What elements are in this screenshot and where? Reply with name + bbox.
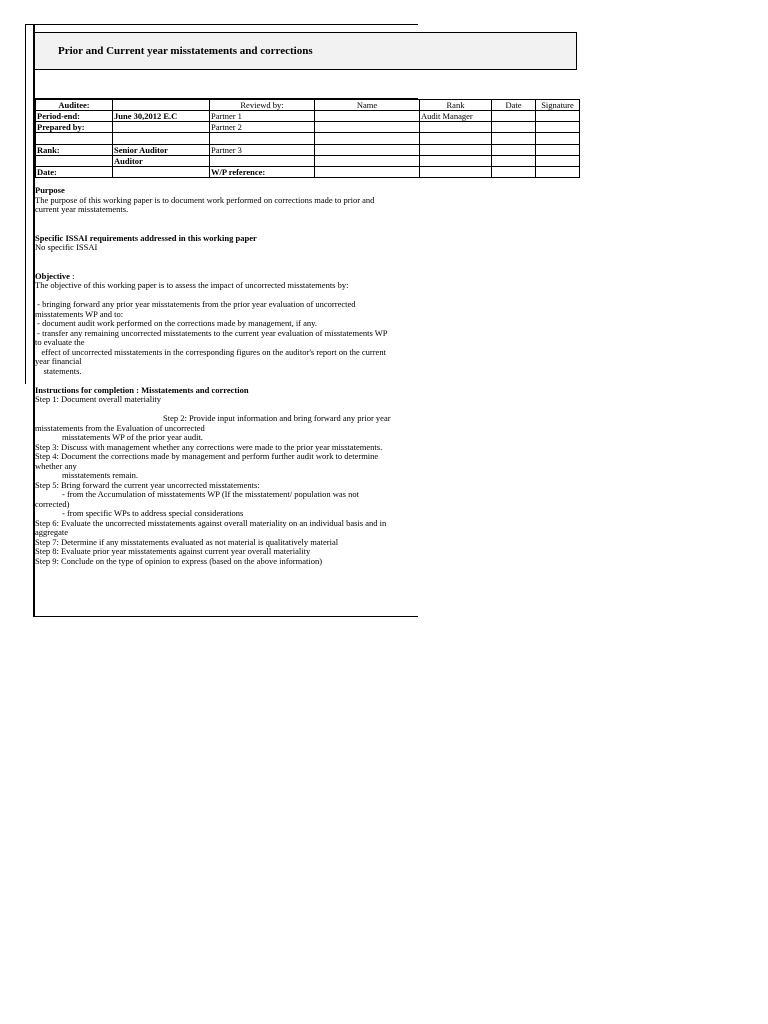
table-row	[36, 111, 580, 122]
reviewer-name-2[interactable]	[315, 122, 420, 133]
prepared-by-cont	[36, 133, 113, 145]
rank-label: Rank:	[36, 145, 113, 156]
objective-heading-suffix: :	[69, 270, 75, 281]
table-row	[36, 133, 580, 145]
date-value[interactable]	[113, 167, 210, 178]
auditee-value[interactable]	[113, 100, 210, 111]
auditee-label: Auditee:	[36, 100, 113, 111]
empty-cell[interactable]	[492, 156, 536, 167]
objective-line: - bringing forward any prior year misstatements from the prior year evaluation of uncorrected	[35, 299, 356, 309]
prepared-by-label: Prepared by:	[36, 122, 113, 133]
instruction-line: corrected)	[35, 498, 70, 509]
reviewer-partner-3: Partner 3	[210, 145, 315, 156]
title-box	[34, 32, 577, 70]
instruction-line: misstatements from the Evaluation of uncorrected	[35, 422, 205, 433]
table-row	[36, 167, 580, 178]
bottom-border	[33, 616, 418, 617]
reviewer-date-3[interactable]	[492, 145, 536, 156]
name-header: Name	[315, 100, 420, 111]
objective-line: statements.	[35, 365, 82, 376]
reviewer-date-2[interactable]	[492, 122, 536, 133]
table-header-row	[36, 100, 580, 111]
table-row	[36, 122, 580, 133]
rank-value-1[interactable]: Senior Auditor	[113, 145, 210, 156]
empty-cell	[210, 133, 315, 145]
empty-cell[interactable]	[536, 156, 580, 167]
reviewer-rank-3[interactable]	[420, 145, 492, 156]
instruction-line: Step 5: Bring forward the current year uncorrected misstatements:	[35, 479, 260, 490]
empty-cell[interactable]	[536, 167, 580, 178]
reviewer-date-1[interactable]	[492, 111, 536, 122]
objective-line: to evaluate the	[35, 337, 85, 347]
instruction-line: misstatements WP of the prior year audit.	[62, 432, 203, 442]
period-end-value[interactable]: June 30,2012 E.C	[113, 111, 210, 122]
instruction-line: Step 8: Evaluate prior year misstatements against current year overall materiality	[35, 546, 311, 556]
instruction-line: Step 6: Evaluate the uncorrected misstatements against overall materiality on an individual basis and in	[35, 517, 387, 528]
instruction-line: Step 7: Determine if any misstatements evaluated as not material is qualitatively material	[35, 536, 339, 547]
empty-cell[interactable]	[420, 133, 492, 145]
instructions-list	[35, 395, 418, 566]
reviewer-signature-2[interactable]	[536, 122, 580, 133]
table-row	[36, 156, 580, 167]
date-header: Date	[492, 100, 536, 111]
objective-line: year financial	[35, 356, 82, 366]
empty-cell	[210, 156, 315, 167]
signature-header: Signature	[536, 100, 580, 111]
header-table	[35, 99, 580, 178]
prepared-by-value[interactable]	[113, 122, 210, 133]
rank-header: Rank	[420, 100, 492, 111]
wp-reference-label: W/P reference:	[210, 167, 315, 178]
reviewer-name-1[interactable]	[315, 111, 420, 122]
empty-cell[interactable]	[315, 156, 420, 167]
instruction-line: Step 4: Document the corrections made by management and perform further audit work to determine	[35, 451, 379, 461]
page-title: Prior and Current year misstatements and corrections	[58, 45, 313, 57]
objective-line: effect of uncorrected misstatements in the corresponding figures on the auditor's report on the current	[35, 346, 386, 357]
instructions-heading: Instructions for completion : Misstatements and correction	[35, 384, 249, 395]
empty-cell[interactable]	[420, 156, 492, 167]
instruction-line: - from specific WPs to address special considerations	[62, 508, 244, 518]
rank-value-2[interactable]: Auditor	[113, 156, 210, 167]
issai-heading: Specific ISSAI requirements addressed in this working paper	[35, 232, 257, 243]
instruction-line: Step 1: Document overall materiality	[35, 394, 162, 404]
purpose-heading: Purpose	[35, 185, 65, 195]
purpose-line: current year misstatements.	[35, 204, 129, 214]
issai-text: No specific ISSAI	[35, 242, 98, 252]
reviewer-signature-1[interactable]	[536, 111, 580, 122]
reviewer-signature-3[interactable]	[536, 145, 580, 156]
objective-line: - document audit work performed on the corrections made by management, if any.	[35, 318, 317, 328]
empty-cell[interactable]	[492, 167, 536, 178]
purpose-line: The purpose of this working paper is to document work performed on corrections made to prior and	[35, 194, 375, 205]
instruction-line: misstatements remain.	[62, 470, 139, 480]
top-border	[25, 24, 418, 25]
empty-cell[interactable]	[536, 133, 580, 145]
left-border-outer	[25, 24, 26, 384]
reviewer-partner-2: Partner 2	[210, 122, 315, 133]
empty-cell[interactable]	[420, 167, 492, 178]
reviewed-by-header: Reviewd by:	[210, 100, 315, 111]
reviewer-name-3[interactable]	[315, 145, 420, 156]
objective-heading: Objective	[35, 270, 70, 281]
wp-reference-value[interactable]	[315, 167, 420, 178]
objective-line: The objective of this working paper is to assess the impact of uncorrected misstatements by:	[35, 280, 349, 290]
empty-cell[interactable]	[315, 133, 420, 145]
instruction-line: Step 2: Provide input information and bring forward any prior year	[163, 413, 391, 423]
document-body	[35, 186, 418, 566]
instruction-line: whether any	[35, 460, 77, 471]
objective-line: misstatements WP and to:	[35, 308, 124, 319]
table-row	[36, 145, 580, 156]
objective-line: - transfer any remaining uncorrected misstatements to the current year evaluation of misstatements WP	[35, 327, 388, 338]
reviewer-rank-2[interactable]	[420, 122, 492, 133]
date-label: Date:	[36, 167, 113, 178]
instruction-line: aggregate	[35, 527, 69, 537]
reviewer-rank-1[interactable]: Audit Manager	[420, 111, 492, 122]
instruction-line: Step 3: Discuss with management whether any corrections were made to the prior year misstatements.	[35, 441, 383, 452]
prepared-by-value-2[interactable]	[113, 133, 210, 145]
instruction-line: - from the Accumulation of misstatements WP (If the misstatement/ population was not	[62, 489, 359, 499]
empty-cell[interactable]	[492, 133, 536, 145]
rank-cont	[36, 156, 113, 167]
period-end-label: Period-end:	[36, 111, 113, 122]
reviewer-partner-1: Partner 1	[210, 111, 315, 122]
instruction-line: Step 9: Conclude on the type of opinion to express (based on the above information)	[35, 555, 323, 566]
